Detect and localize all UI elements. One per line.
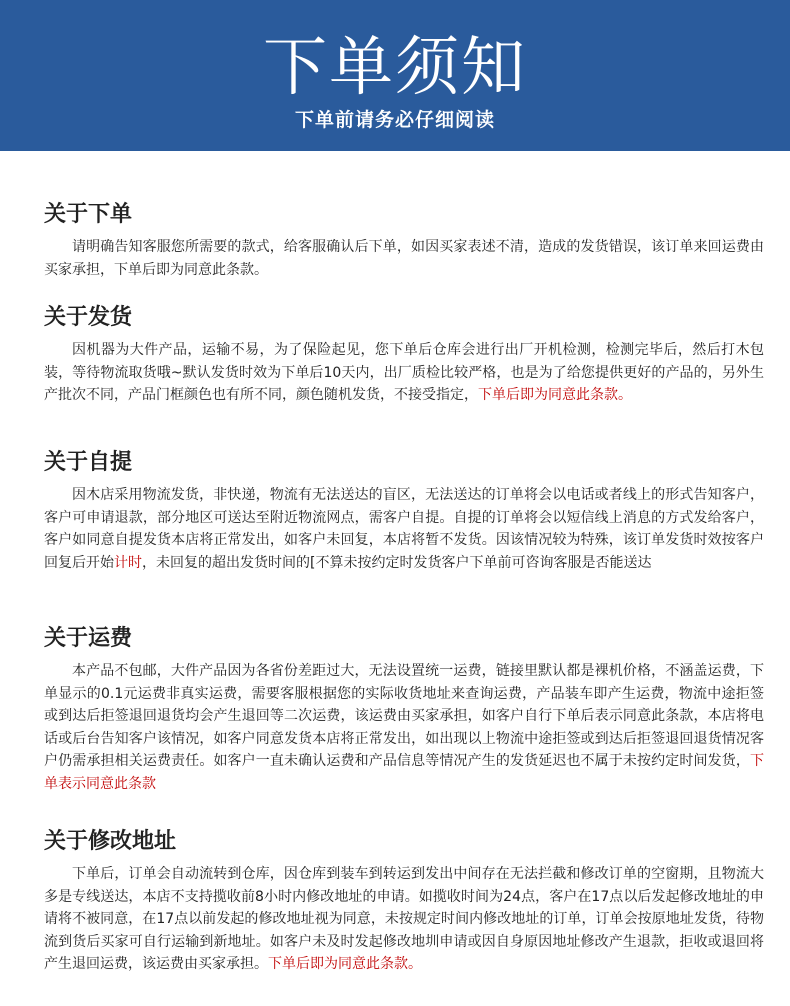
section-heading: 关于自提 (44, 450, 133, 475)
section-heading: 关于运费 (44, 626, 133, 651)
section-address-change (44, 827, 764, 976)
section-freight (44, 624, 764, 796)
highlight-text: 下单表示同意此条款 (44, 753, 764, 792)
section-text: 因机器为大件产品，运输不易，为了保险起见，您下单后仓库会进行出厂开机检测，检测完毕后，然后打木包装，等待物流取货哦~默认发货时效为下单后10天内，出厂质检比较严格，也是为了给您提供更好的产品的，另外生产批次不同，产品门框颜色也有所不同，颜色随机发货，不接受指定， (44, 342, 764, 404)
highlight-text: 下单后即为同意此条款。 (478, 387, 632, 404)
section-shipping (44, 303, 764, 407)
section-ordering (44, 200, 764, 281)
section-body (44, 863, 764, 976)
section-body (44, 484, 764, 574)
section-body (44, 236, 764, 281)
highlight-text: 下单后即为同意此条款。 (268, 956, 422, 973)
section-text: 本产品不包邮，大件产品因为各省份差距过大，无法设置统一运费，链接里默认都是裸机价格，不涵盖运费，下单显示的0.1元运费非真实运费，需要客服根据您的实际收货地址来查询运费，产品装车即产生运费，物流中途拒签或到达后拒签退回退货均会产生退回等二次运费，该运费由买家承担，如客户自行下单后表示同意此条款，本店将电话或后台告知客户该情况，如客户同意发货本店将正常发出，如出现以上物流中途拒签或到达后拒签退回退货情况客户仍需承担相关运费责任。如客户一直未确认运费和产品信息等情况产生的发货延迟也不属于未按约定时间发货， (44, 663, 764, 770)
highlight-text: 计时 (114, 554, 142, 571)
section-heading: 关于下单 (44, 202, 133, 227)
page-title: 下单须知 (263, 31, 527, 105)
section-body (44, 339, 764, 407)
section-text: 请明确告知客服您所需要的款式，给客服确认后下单，如因买家表述不清，造成的发货错误，该订单来回运费由买家承担，下单后即为同意此条款。 (44, 239, 764, 278)
section-text: 因木店采用物流发货，非快递，物流有无法送达的盲区，无法送达的订单将会以电话或者线上的形式告知客户，客户可申请退款，部分地区可送达至附近物流网点，需客户自提。自提的订单将会以短信线上消息的方式发给客户，客户如同意自提发货本店将正常发出，如客户未回复，本店将暂不发货。因该情况较为特殊，该订单发货时效按客户回复后开始 (44, 487, 764, 571)
section-pickup (44, 448, 764, 574)
section-text: ，未回复的超出发货时间的[不算未按约定时发货客户下单前可咨询客服是否能送达 (142, 554, 652, 571)
page-subtitle: 下单前请务必仔细阅读 (294, 109, 495, 131)
section-heading: 关于发货 (44, 305, 133, 330)
header-banner (0, 0, 790, 151)
section-text: 下单后，订单会自动流转到仓库，因仓库到装车到转运到发出中间存在无法拦截和修改订单的空窗期，且物流大多是专线送达，本店不支持揽收前8小时内修改地址的申请。如揽收时间为24点，客户在17点以后发起修改地址的申请将不被同意，在17点以前发起的修改地址视为同意，未按规定时间内修改地址的订单，订单会按原地址发货，待物流到货后买家可自行运输到新地址。如客户未及时发起修改地圳申请或因自身原因地址修改产生退款，拒收或退回将产生退回运费，该运费由买家承担。 (44, 866, 764, 973)
section-body (44, 660, 764, 796)
section-heading: 关于修改地址 (44, 829, 177, 854)
